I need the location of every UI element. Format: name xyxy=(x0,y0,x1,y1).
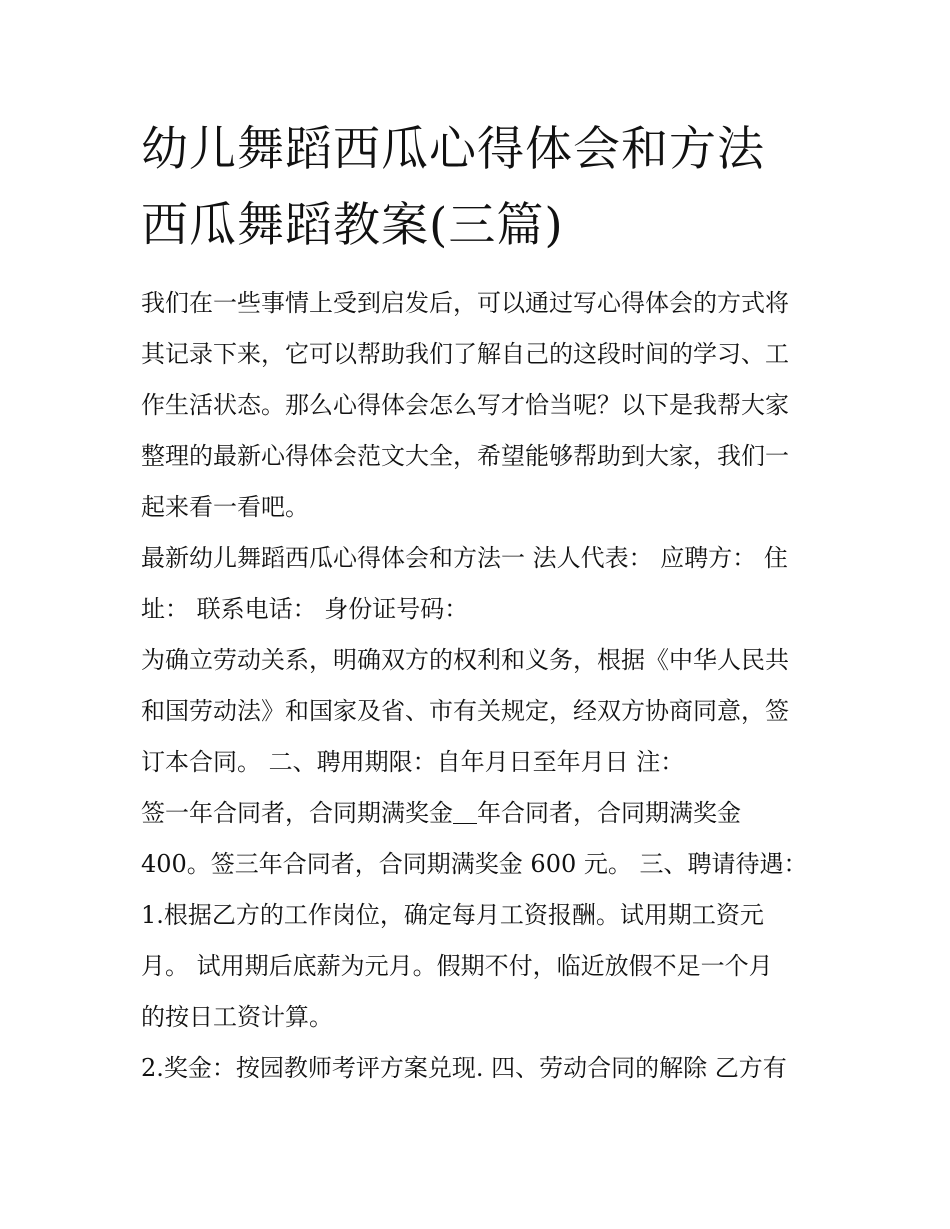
text-line: 月。 试用期后底薪为元月。假期不付，临近放假不足一个月 xyxy=(141,952,773,980)
text-line: 1.根据乙方的工作岗位，确定每月工资报酬。试用期工资元 xyxy=(141,901,764,929)
paragraph-term-bonus xyxy=(141,788,816,890)
title-line: 幼儿舞蹈西瓜心得体会和方法 xyxy=(141,122,765,177)
text-line: 为确立劳动关系，明确双方的权利和义务，根据《中华人民共 xyxy=(141,646,789,674)
text-line: 最新幼儿舞蹈西瓜心得体会和方法一 法人代表： 应聘方： 住 xyxy=(141,544,788,572)
text-line: 整理的最新心得体会范文大全，希望能够帮助到大家，我们一 xyxy=(141,442,789,470)
text-line: 其记录下来，它可以帮助我们了解自己的这段时间的学习、工 xyxy=(141,340,789,368)
text-line: 2.奖金：按园教师考评方案兑现. 四、劳动合同的解除 乙方有 xyxy=(141,1054,787,1082)
paragraph-purpose xyxy=(141,635,816,788)
document-title xyxy=(141,112,816,264)
title-line: 西瓜舞蹈教案(三篇) xyxy=(141,198,564,253)
text-line: 400。签三年合同者，合同期满奖金 600 元。 三、聘请待遇： xyxy=(141,850,808,878)
text-line: 和国劳动法》和国家及省、市有关规定，经双方协商同意，签 xyxy=(141,697,789,725)
text-line: 我们在一些事情上受到启发后，可以通过写心得体会的方式将 xyxy=(141,289,789,317)
paragraph-bonus xyxy=(141,1043,816,1094)
text-line: 签一年合同者，合同期满奖金＿年合同者，合同期满奖金 xyxy=(141,799,741,827)
document-content xyxy=(141,112,816,1094)
text-line: 作生活状态。那么心得体会怎么写才恰当呢？以下是我帮大家 xyxy=(141,391,789,419)
text-line: 的按日工资计算。 xyxy=(141,1003,333,1031)
paragraph-intro xyxy=(141,278,816,533)
text-line: 址： 联系电话： 身份证号码： xyxy=(141,595,469,623)
text-line: 订本合同。 二、聘用期限：自年月日至年月日 注： xyxy=(141,748,685,776)
text-line: 起来看一看吧。 xyxy=(141,493,309,521)
paragraph-parties xyxy=(141,533,816,635)
paragraph-salary xyxy=(141,890,816,1043)
